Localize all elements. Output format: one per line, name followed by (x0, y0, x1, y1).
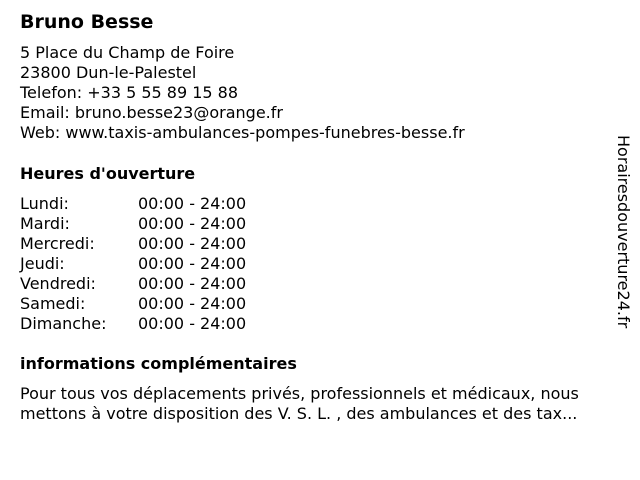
hours-row (20, 254, 246, 274)
hours-time: 00:00 - 24:00 (138, 254, 247, 273)
hours-row (20, 314, 246, 334)
site-watermark: Horairesdouverture24.fr (614, 135, 633, 329)
hours-time: 00:00 - 24:00 (138, 194, 247, 213)
hours-day: Jeudi: (20, 254, 65, 273)
hours-day: Samedi: (20, 294, 86, 313)
info-line-2: mettons à votre disposition des V. S. L. , des ambulances et des tax... (20, 404, 578, 423)
address-line-2: 23800 Dun-le-Palestel (20, 63, 197, 82)
hours-day: Mardi: (20, 214, 70, 233)
hours-row (20, 234, 246, 254)
hours-row (20, 274, 246, 294)
phone-line: Telefon: +33 5 55 89 15 88 (20, 83, 239, 102)
hours-row (20, 294, 246, 314)
contact-block (20, 43, 465, 143)
business-name: Bruno Besse (20, 11, 154, 33)
hours-time: 00:00 - 24:00 (138, 214, 247, 233)
email-line: Email: bruno.besse23@orange.fr (20, 103, 283, 122)
hours-day: Lundi: (20, 194, 69, 213)
info-description (20, 384, 630, 424)
info-heading: informations complémentaires (20, 354, 297, 373)
hours-heading: Heures d'ouverture (20, 164, 196, 183)
hours-table (20, 194, 246, 334)
info-line-1: Pour tous vos déplacements privés, professionnels et médicaux, nous (20, 384, 579, 403)
hours-day: Mercredi: (20, 234, 95, 253)
hours-time: 00:00 - 24:00 (138, 234, 247, 253)
hours-row (20, 214, 246, 234)
hours-day: Vendredi: (20, 274, 96, 293)
hours-row (20, 194, 246, 214)
hours-time: 00:00 - 24:00 (138, 314, 247, 333)
hours-time: 00:00 - 24:00 (138, 294, 247, 313)
address-line-1: 5 Place du Champ de Foire (20, 43, 235, 62)
hours-time: 00:00 - 24:00 (138, 274, 247, 293)
web-line: Web: www.taxis-ambulances-pompes-funebres-besse.fr (20, 123, 465, 142)
hours-day: Dimanche: (20, 314, 107, 333)
